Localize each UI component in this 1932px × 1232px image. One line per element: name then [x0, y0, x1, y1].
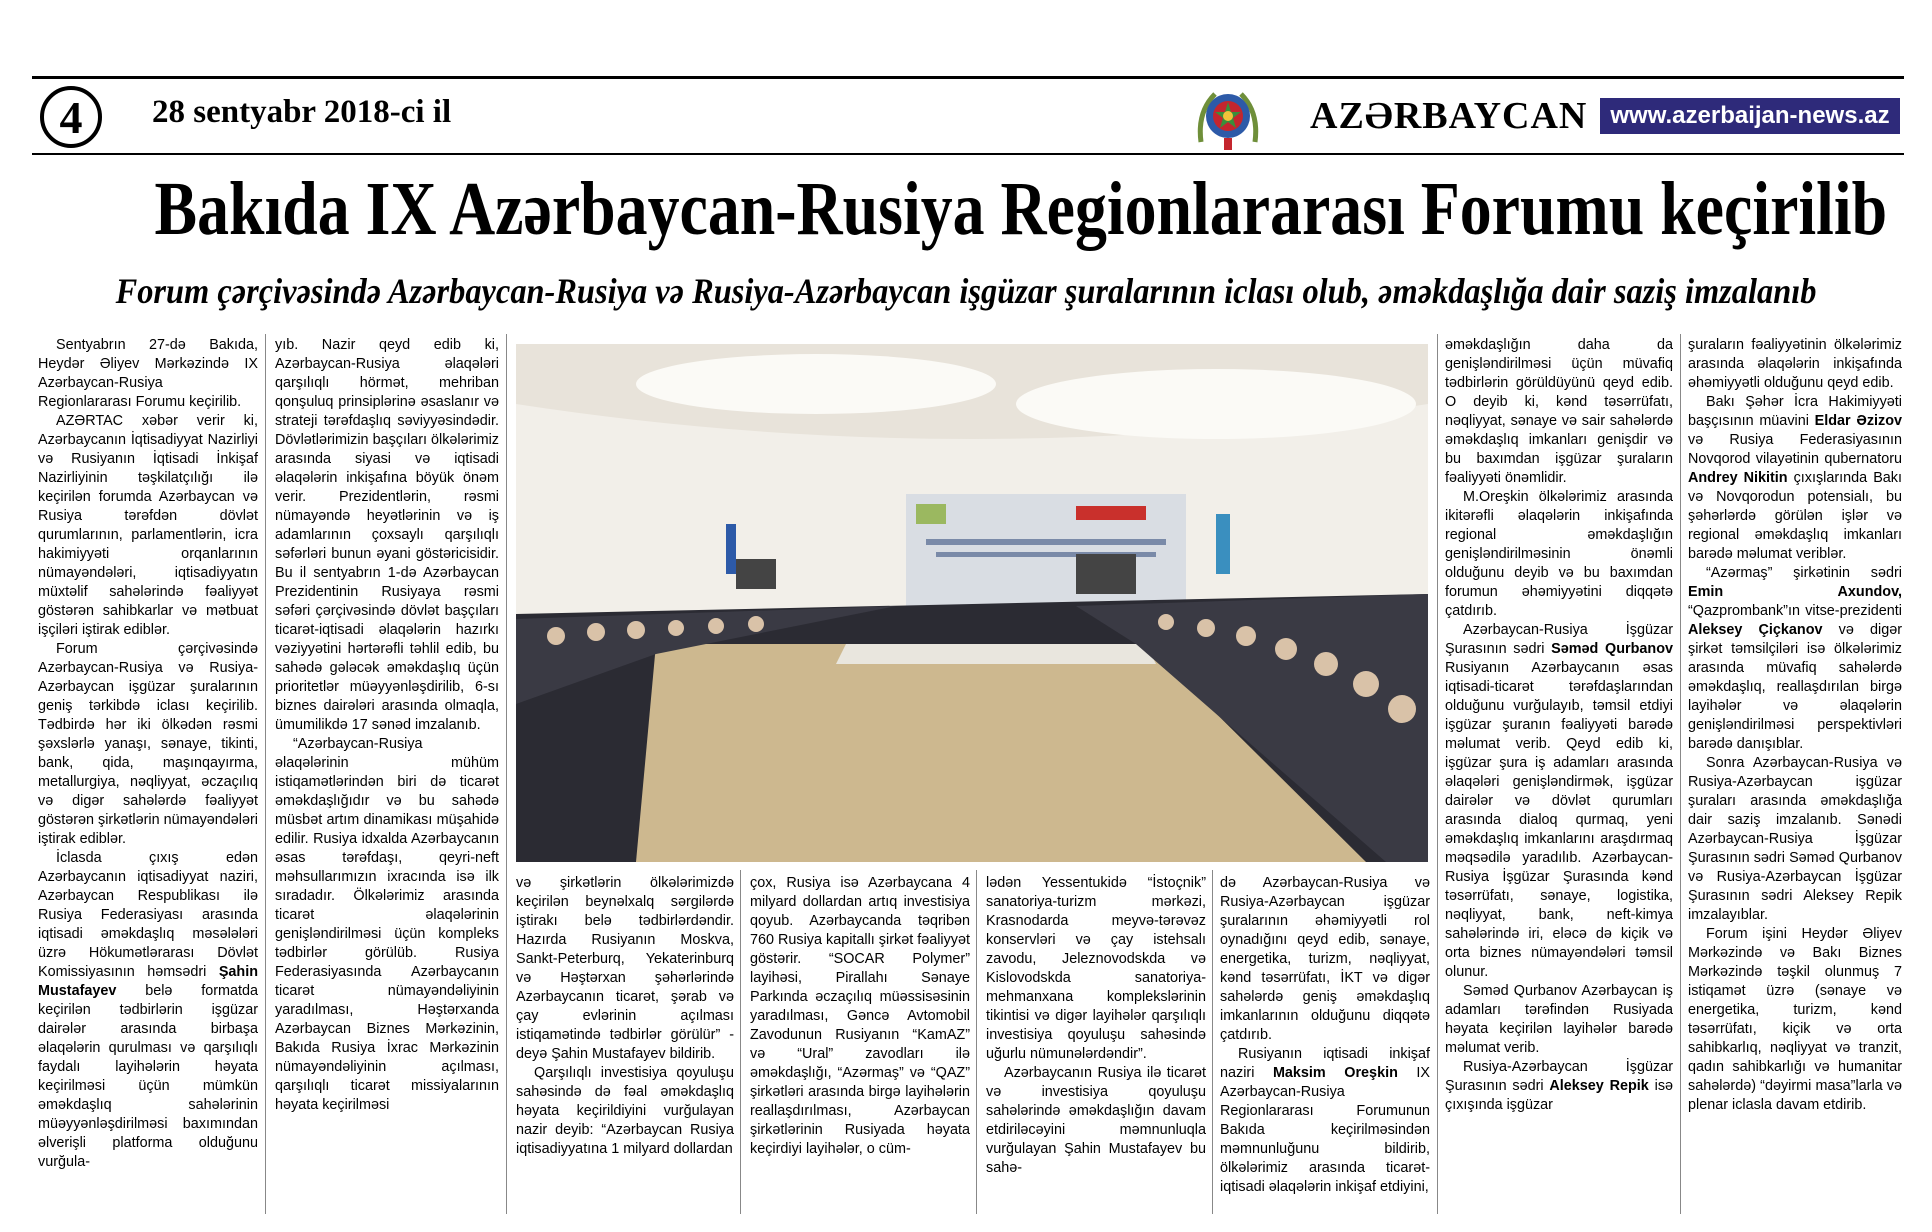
- header-bottom-rule: [32, 153, 1904, 155]
- article-column-7: [1445, 336, 1673, 1115]
- paragraph: Səməd Qurbanov Azərbaycan iş adamları tərəfindən Rusiyada həyata keçirilən layihələr barədə məlumat verib.: [1445, 983, 1673, 1056]
- paragraph: şuraların fəaliyyətinin ölkələrimiz arasında əlaqələrin inkişafında əhəmiyyətli olduğunu qeyd edib.: [1688, 337, 1902, 391]
- paragraph: yıb. Nazir qeyd edib ki, Azərbaycan-Rusiya əlaqələri qarşılıqlı hörmət, mehriban qonşuluq prinsiplərinə əsaslanır və strateji tərəfdaşlıq səviyyəsindədir. Dövlətlərimizin başçıları ölkələrimiz arasında siyasi və iqtisadi əlaqələrin inkişafına böyük önəm verir. Prezidentlərin, rəsmi nümayəndə heyətlərinin və iş adamlarının çoxsaylı qarşılıqlı səfərləri bunun əyani göstəricisidir. Bu il sentyabrın 1-də Azərbaycan Prezidentinin Rusiyaya rəsmi səfəri çərçivəsində dövlət başçıları ticarət-iqtisadi əlaqələrin hazırkı vəziyyətini hərtərəfli təhlil edib, bu sahədə gələcək əməkdaşlıq üçün prioritetlər müəyyənləşdirilib, 6-sı biznes dairələri arasında olmaqla, ümumilikdə 17 sənəd imzalanıb.: [275, 337, 499, 733]
- column-divider: [265, 334, 266, 1214]
- paragraph: Rusiya-Azərbaycan İşgüzar Şurasının sədri Aleksey Repik isə çıxışında işgüzar: [1445, 1059, 1674, 1113]
- forum-photo: [516, 344, 1428, 862]
- article-column-5: [986, 874, 1206, 1178]
- website-link[interactable]: www.azerbaijan-news.az: [1600, 98, 1900, 134]
- paragraph: “Azərbaycan-Rusiya əlaqələrinin mühüm istiqamətlərindən biri də ticarət əməkdaşlığıdır və bu sahədə müsbət artım dinamikası müşahidə edilir. Rusiya idxalda Azərbaycanın əsas tərəfdaşı, qeyri-neft məhsullarımızın ixracında isə ilk sıradadır. Ölkələrimiz arasında ticarət əlaqələrinin genişləndirilməsi üçün kompleks tədbirlər görülüb. Rusiya Federasiyasında Azərbaycanın ticarət nümayəndəliyinin yaradılması, Həştərxanda Azərbaycan Biznes Mərkəzinin, Bakıda Rusiya İxrac Mərkəzinin nümayəndəliyinin açılması, qarşılıqlı ticarət missiyalarının həyata keçirilməsi: [275, 736, 499, 1113]
- article-column-3: [516, 874, 734, 1159]
- paragraph: Azərbaycan-Rusiya İşgüzar Şurasının sədri Səməd Qurbanov Rusiyanın Azərbaycanın əsas iqtisadi-ticarət tərəfdaşlarından olduğunu vurğulayıb, təmsil etdiyi işgüzar şuranın fəaliyyəti barədə məlumat verib. Qeyd edib ki, işgüzar şura iş adamları arasında əlaqələri genişləndirmək, işgüzar dairələr və dövlət qurumları arasında dialoq qurmaq, yeni əməkdaşlıq imkanlarını araşdırmaq məqsədilə yaradılıb. Azərbaycan-Rusiya İşgüzar Şurasında kənd təsərrüfatı, sənaye, logistika, nəqliyyat, bank, neft-kimya sahələrində iri, eləcə də kiçik və orta biznes nümayəndələri təmsil olunur.: [1445, 622, 1673, 980]
- paragraph: çox, Rusiya isə Azərbaycana 4 milyard dollardan artıq investisiya qoyub. Azərbaycanda təqribən 760 Rusiya kapitallı şirkət fəaliyyət göstərir. “SOCAR Polymer” layihəsi, Pirallahı Sənaye Parkında əczaçılıq müəssisəsinin yaradılması, Gəncə Avtomobil Zavodunun Rusiyanın “KamAZ” və “Ural” zavodları ilə əməkdaşlığı, “Azərmaş” və “QAZ” şirkətləri arasında birgə layihələrin reallaşdırılması, Azərbaycan şirkətlərinin Rusiyada həyata keçirdiyi layihələr, o cüm-: [750, 875, 970, 1157]
- article-subheadline: Forum çərçivəsində Azərbaycan-Rusiya və Rusiya-Azərbaycan işgüzar şuralarının iclası olub, əməkdaşlığa dair saziş imzalanıb: [115, 271, 1817, 311]
- coat-of-arms-icon: [1195, 82, 1261, 154]
- paragraph: lədən Yessentukidə “İstoçnik” sanatoriya-turizm mərkəzi, Krasnodarda meyvə-tərəvəz konservləri və çay istehsalı zavodu, Jeleznovodskda və Kislovodskda sanatoriya-mehmanxana komplekslərinin tikintisi və digər layihələr qarşılıqlı investisiya qoyuluşu sahəsində uğurlu nümunələrdəndir”.: [986, 875, 1206, 1062]
- paragraph: M.Oreşkin ölkələrimiz arasında ikitərəfli əlaqələrin inkişafında regional əməkdaşlığın genişləndirilməsinin önəmli olduğunu deyib və bu baxımdan forumun əhəmiyyətini diqqətə çatdırıb.: [1445, 489, 1673, 619]
- column-divider: [740, 870, 741, 1214]
- paragraph: Rusiyanın iqtisadi inkişaf naziri Maksim Oreşkin IX Azərbaycan-Rusiya Regionlararası Forumunun Bakıda keçirilməsindən məmnunluğunu bildirib, ölkələrimiz arasında ticarət-iqtisadi əlaqələrin inkişaf etdiyini,: [1220, 1046, 1431, 1195]
- column-divider: [976, 870, 977, 1214]
- paragraph: Bakı Şəhər İcra Hakimiyyəti başçısının müavini Eldar Əzizov və Rusiya Federasiyasının Novqorod vilayətinin qubernatoru Andrey Nikitin çıxışlarında Bakı və Novqorodun potensialı, bu şəhərlərdə görülən işlər və regional əməkdaşlıq imkanları barədə məlumat veriblər.: [1688, 394, 1903, 562]
- column-divider: [1212, 870, 1213, 1214]
- paragraph: Sentyabrın 27-də Bakıda, Heydər Əliyev Mərkəzində IX Azərbaycan-Rusiya Regionlararası Forumu keçirilib.: [38, 337, 258, 410]
- newspaper-masthead: AZƏRBAYCAN: [1310, 95, 1588, 137]
- article-headline: Bakıda IX Azərbaycan-Rusiya Regionlararası Forumu keçirilib: [154, 167, 1888, 251]
- page-number: 4: [40, 86, 102, 148]
- column-divider: [1437, 334, 1438, 1214]
- article-column-1: [38, 336, 258, 1172]
- paragraph: əməkdaşlığın daha da genişləndirilməsi üçün müvafiq tədbirlərin görüldüyünü qeyd edib. O deyib ki, kənd təsərrüfatı, nəqliyyat, sənaye və sair sahələrdə əməkdaşlıq imkanları genişdir və bu baxımdan işgüzar şuraların fəaliyyəti önəmlidir.: [1445, 337, 1673, 486]
- article-column-6: [1220, 874, 1430, 1197]
- paragraph: İclasda çıxış edən Azərbaycanın iqtisadiyyat naziri, Azərbaycan Respublikası ilə Rusiya Federasiyası arasında iqtisadi əməkdaşlıq məsələləri üzrə Hökumətlərarası Dövlət Komissiyasının həmsədri Şahin Mustafayev belə formatda keçirilən tədbirlərin işgüzar dairələr arasında birbaşa əlaqələrin qurulması və qarşılıqlı faydalı layihələrin həyata keçirilməsi üçün mümkün əməkdaşlıq sahələrinin müəyyənləşdirilməsi baxımından əlverişli platforma olduğunu vurğula-: [38, 850, 259, 1170]
- paragraph: Azərbaycanın Rusiya ilə ticarət və investisiya qoyuluşu sahələrində əməkdaşlığın davam etdiriləcəyini məmnunluqla vurğulayan Şahin Mustafayev bu sahə-: [986, 1065, 1206, 1176]
- article-column-8: [1688, 336, 1902, 1115]
- paragraph: Sonra Azərbaycan-Rusiya və Rusiya-Azərbaycan işgüzar şuraları arasında əməkdaşlığa dair saziş imzalanıb. Sənədi Azərbaycan-Rusiya İşgüzar Şurasının sədri Səməd Qurbanov və Rusiya-Azərbaycan İşgüzar Şurasının sədri Aleksey Repik imzalayıblar.: [1688, 755, 1902, 923]
- article-column-4: [750, 874, 970, 1159]
- article-column-2: [275, 336, 499, 1115]
- column-divider: [1680, 334, 1681, 1214]
- column-divider: [506, 334, 507, 1214]
- paragraph: və şirkətlərin ölkələrimizdə keçirilən beynəlxalq sərgilərdə iştirakı belə tədbirlərdəndir. Hazırda Rusiyanın Moskva, Sankt-Peterburq, Yekaterinburq və Həştərxan şəhərlərində Azərbaycanın ticarət, şərab və çay evlərinin açılması istiqamətində tədbirlər görülür” - deyə Şahin Mustafayev bildirib.: [516, 875, 734, 1062]
- issue-date: 28 sentyabr 2018-ci il: [152, 94, 452, 130]
- paragraph: Qarşılıqlı investisiya qoyuluşu sahəsində də fəal əməkdaşlıq həyata keçirildiyini vurğulayan nazir deyib: “Azərbaycan Rusiya iqtisadiyyatına 1 milyard dollardan: [516, 1065, 734, 1157]
- paragraph: Forum işini Heydər Əliyev Mərkəzində və Bakı Biznes Mərkəzində təşkil olunmuş 7 istiqamət üzrə (sənaye və energetika, turizm, kənd təsərrüfatı, kiçik və orta sahibkarlıq, nəqliyyat və tranzit, qadın sahibkarlığı və humanitar sahələrdə) “dəyirmi masa”larla və plenar iclasla davam etdirib.: [1688, 926, 1902, 1113]
- paragraph: “Azərmaş” şirkətinin sədri Emin Axundov, “Qazprombank”ın vitse-prezidenti Aleksey Çiçkanov və digər şirkət təmsilçiləri isə ölkələrimiz arasında müvafiq sahələrdə əməkdaşlıq, reallaşdırılan birgə layihələr və əlaqələrin genişləndirilməsi perspektivləri barədə danışıblar.: [1688, 565, 1902, 752]
- header-top-rule: [32, 76, 1904, 79]
- paragraph: Forum çərçivəsində Azərbaycan-Rusiya və Rusiya-Azərbaycan işgüzar şuralarının geniş tərkibdə iclası keçirilib. Tədbirdə hər iki ölkədən rəsmi şəxslərlə yanaşı, sənaye, tikinti, bank, qida, maşınqayırma, metallurgiya, nəqliyyat, əczaçılıq və digər sahələrdə fəaliyyət göstərən şirkətlərin nümayəndələri iştirak ediblər.: [38, 641, 258, 847]
- paragraph: AZƏRTAC xəbər verir ki, Azərbaycanın İqtisadiyyat Nazirliyi və Rusiyanın İqtisadi İnkişaf Nazirliyinin təşkilatçılığı ilə keçirilən forumda Azərbaycan və Rusiya tərəfdən dövlət qurumlarının, parlamentlərin, icra hakimiyyəti orqanlarının nümayəndələri, iqtisadiyyatın müxtəlif sahələrində fəaliyyət göstərən sahibkarlar və mətbuat işçiləri iştirak ediblər.: [38, 413, 258, 638]
- paragraph: də Azərbaycan-Rusiya və Rusiya-Azərbaycan işgüzar şuralarının əhəmiyyətli rol oynadığını qeyd edib, sənaye, energetika, turizm, nəqliyyat, kənd təsərrüfatı, İKT və digər sahələrdə geniş əməkdaşlıq imkanlarının olduğunu diqqətə çatdırıb.: [1220, 875, 1430, 1043]
